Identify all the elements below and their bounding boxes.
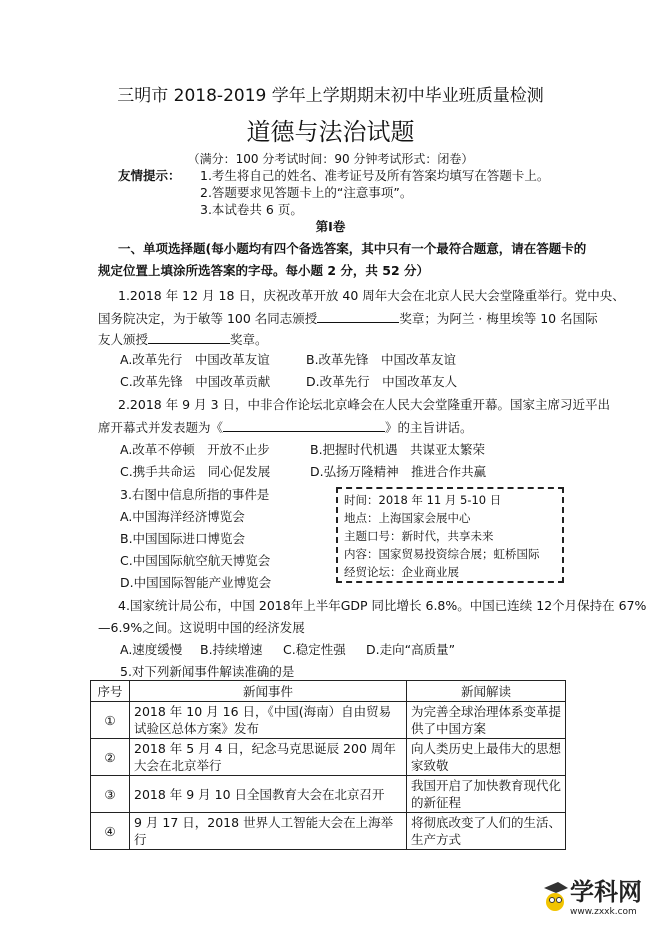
tips-label: 友情提示： <box>118 168 181 183</box>
table-row <box>91 813 566 850</box>
exam-title: 三明市 2018-2019 学年上学期期末初中毕业班质量检测 <box>117 86 544 106</box>
box-line: 主题口号：新时代，共享未来 <box>344 529 494 543</box>
mascot-icon <box>540 880 570 916</box>
row-event: 2018 年 10 月 16 日，《中国(海南）自由贸易试验区总体方案》发布 <box>130 702 407 739</box>
q1-stem-2 <box>98 310 598 327</box>
table-header-row <box>91 681 566 702</box>
header-interpretation: 新闻解读 <box>407 681 566 702</box>
row-number: ④ <box>91 813 130 850</box>
q4-stem-2: —6.9%之间。这说明中国的经济发展 <box>98 620 305 635</box>
exam-info: （满分：100 分考试时间：90 分钟考试形式：闭卷） <box>187 152 474 166</box>
q3-option-a: A.中国海洋经济博览会 <box>120 509 245 524</box>
q2-option-a: A.改革不停顿 开放不止步 <box>120 442 270 457</box>
q1-text: 奖章；为阿兰 · 梅里埃等 10 名国际 <box>399 311 598 326</box>
table-row <box>91 702 566 739</box>
row-number: ② <box>91 739 130 776</box>
row-event: 2018 年 5 月 4 日，纪念马克思诞辰 200 周年大会在北京举行 <box>130 739 407 776</box>
tip-3: 3.本试卷共 6 页。 <box>200 202 303 217</box>
logo-text <box>570 878 642 918</box>
q3-info-box <box>336 487 564 583</box>
row-number: ① <box>91 702 130 739</box>
table-row <box>91 739 566 776</box>
q3-option-c: C.中国国际航空航天博览会 <box>120 553 271 568</box>
q2-option-b: B.把握时代机遇 共谋亚太繁荣 <box>310 442 486 457</box>
row-interpretation: 向人类历史上最伟大的思想家致敬 <box>407 739 566 776</box>
q1-option-a: A.改革先行 中国改革友谊 <box>120 352 270 367</box>
q1-blank-2 <box>148 331 230 344</box>
q1-text: 友人颁授 <box>98 332 149 347</box>
q1-text: 国务院决定，为于敏等 100 名同志颁授 <box>98 311 318 326</box>
q4-option-a: A.速度缓慢 <box>120 642 183 657</box>
section-instructions-2: 规定位置上填涂所选答案的字母。每小题 2 分，共 52 分） <box>98 263 430 278</box>
row-interpretation: 我国开启了加快教育现代化的新征程 <box>407 776 566 813</box>
section-instructions-1: 一、单项选择题(每小题均有四个备选答案，其中只有一个最符合题意，请在答题卡的 <box>118 241 587 256</box>
box-line: 内容：国家贸易投资综合展；虹桥国际 <box>344 547 540 561</box>
header-number: 序号 <box>91 681 130 702</box>
q4-stem: 4.国家统计局公布，中国 2018年上半年GDP 同比增长 6.8%。中国已连续 12个月保持在 67% <box>118 598 647 613</box>
q1-option-c: C.改革先锋 中国改革贡献 <box>120 374 271 389</box>
q2-stem-2 <box>98 419 473 436</box>
q2-blank <box>223 419 385 432</box>
box-line: 时间：2018 年 11 月 5-10 日 <box>344 493 502 507</box>
row-interpretation: 为完善全球治理体系变革提供了中国方案 <box>407 702 566 739</box>
row-interpretation: 将彻底改变了人们的生活、生产方式 <box>407 813 566 850</box>
tip-2: 2.答题要求见答题卡上的“注意事项”。 <box>200 185 413 200</box>
table-row <box>91 776 566 813</box>
q3-option-b: B.中国国际进口博览会 <box>120 531 246 546</box>
q4-option-c: C.稳定性强 <box>283 642 346 657</box>
q5-news-table <box>90 680 566 850</box>
logo-url: www.zxxk.com <box>570 907 637 917</box>
q4-option-b: B.持续增速 <box>200 642 263 657</box>
tip-1: 1.考生将自己的姓名、准考证号及所有答案均填写在答题卡上。 <box>200 168 550 183</box>
q2-option-c: C.携手共命运 同心促发展 <box>120 464 271 479</box>
row-number: ③ <box>91 776 130 813</box>
q2-text: 席开幕式并发表题为《 <box>98 420 224 435</box>
q1-option-d: D.改革先行 中国改革友人 <box>306 374 458 389</box>
q3-option-d: D.中国国际智能产业博览会 <box>120 575 272 590</box>
q3-stem: 3.右图中信息所指的事件是 <box>120 487 270 502</box>
q1-option-b: B.改革先锋 中国改革友谊 <box>306 352 457 367</box>
q2-text: 》的主旨讲话。 <box>385 420 473 435</box>
q2-option-d: D.弘扬万隆精神 推进合作共赢 <box>310 464 487 479</box>
zxxk-watermark-logo <box>540 878 642 918</box>
subject-title: 道德与法治试题 <box>246 118 415 146</box>
q1-stem: 1.2018 年 12 月 18 日，庆祝改革开放 40 周年大会在北京人民大会堂隆重举行。党中央、 <box>118 288 625 303</box>
header-event: 新闻事件 <box>130 681 407 702</box>
volume-title: 第Ⅰ卷 <box>315 219 346 234</box>
logo-name: 学科网 <box>570 878 642 906</box>
q1-blank-1 <box>317 310 399 323</box>
q1-stem-3 <box>98 331 268 348</box>
row-event: 2018 年 9 月 10 日全国教育大会在北京召开 <box>130 776 407 813</box>
row-event: 9 月 17 日，2018 世界人工智能大会在上海举行 <box>130 813 407 850</box>
q5-stem: 5.对下列新闻事件解读准确的是 <box>120 664 295 679</box>
q2-stem: 2.2018 年 9 月 3 日，中非合作论坛北京峰会在人民大会堂隆重开幕。国家主席习近平出 <box>118 397 611 412</box>
box-line: 地点：上海国家会展中心 <box>344 511 471 525</box>
box-line: 经贸论坛：企业商业展 <box>344 565 459 579</box>
q4-option-d: D.走向“高质量” <box>366 642 456 657</box>
q1-text: 奖章。 <box>230 332 268 347</box>
